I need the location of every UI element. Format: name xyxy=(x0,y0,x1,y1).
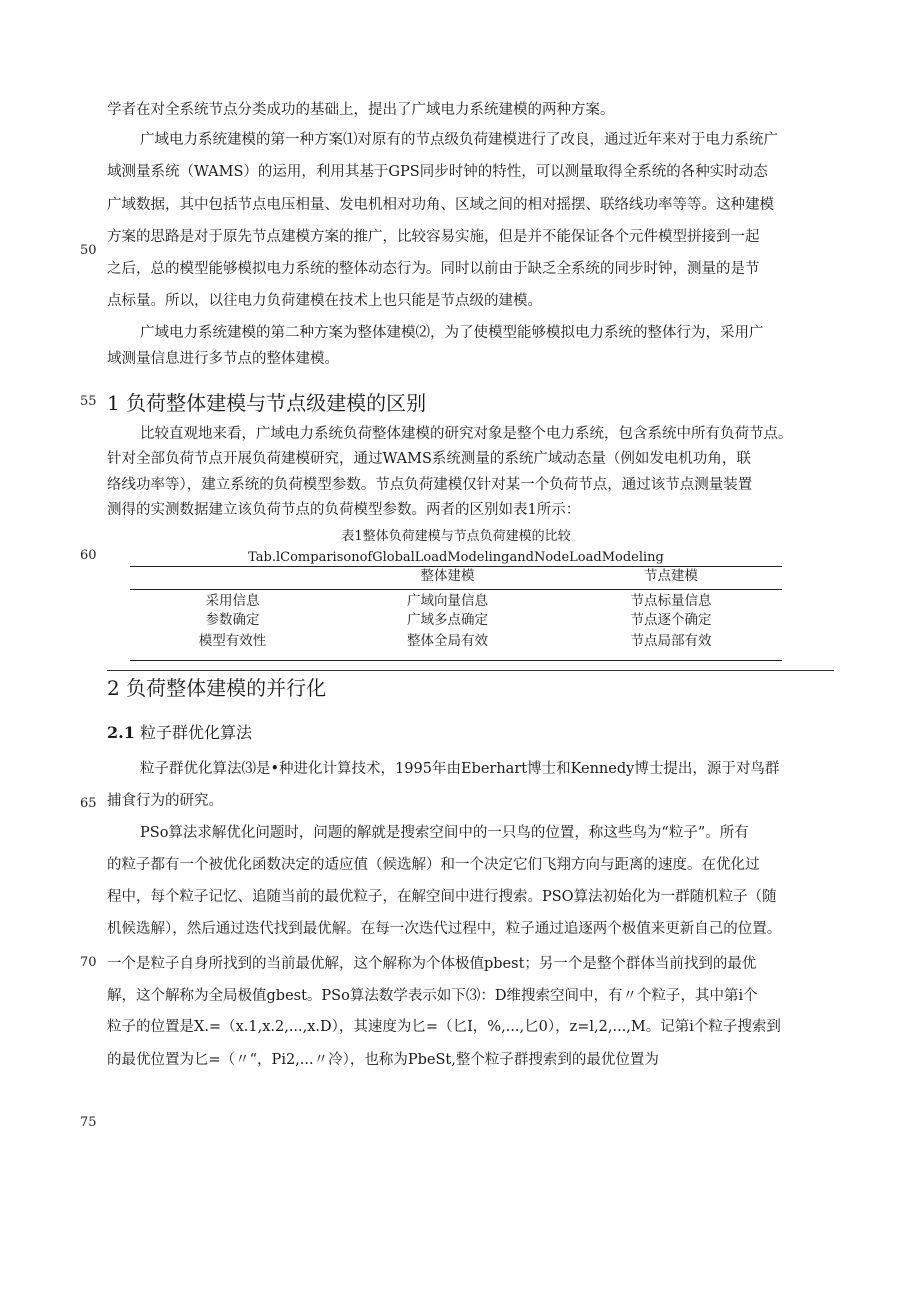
text-line: 学者在对全系统节点分类成功的基础上，提出了广域电力系统建模的两种方案。 xyxy=(107,102,615,118)
text-line: 比较直观地来看，广域电力系统负荷整体建模的研究对象是整个电力系统，包含系统中所有负荷节点。 xyxy=(140,426,793,442)
text-line: PSo算法求解优化问题时，问题的解就是搜索空间中的一只鸟的位置，称这些鸟为“粒子”。所有 xyxy=(140,825,749,841)
table-cell: 参数确定 xyxy=(205,612,260,628)
text-line: 捕食行为的研究。 xyxy=(107,793,223,809)
text-line: 机候选解），然后通过迭代找到最优解。在每一次迭代过程中，粒子通过追逐两个极值来更新自己的位置。 xyxy=(107,921,782,937)
text-line: 点标量。所以，以往电力负荷建模在技术上也只能是节点级的建模。 xyxy=(107,293,542,309)
table-cell: 整体全局有效 xyxy=(407,633,488,649)
text-line: 粒子的位置是X.=（x.1,x.2,...,x.D），其速度为匕=（匕I，%,...,匕0），z=l,2,...,M。记第i个粒子搜索到 xyxy=(107,1019,781,1035)
table-caption-cn: 表1整体负荷建模与节点负荷建模的比较 xyxy=(341,529,571,544)
table-cell: 广域多点确定 xyxy=(407,612,488,628)
section-heading-2: 2 负荷整体建模的并行化 xyxy=(107,676,327,700)
line-number: 75 xyxy=(80,1115,97,1130)
text-line: 的粒子都有一个被优化函数决定的适应值（候选解）和一个决定它们飞翔方向与距离的速度。在优化过 xyxy=(107,857,760,873)
subsection-heading xyxy=(107,722,252,744)
table-header-cell: 整体建模 xyxy=(420,568,475,584)
line-number: 65 xyxy=(80,796,97,811)
text-line: 之后，总的模型能够模拟电力系统的整体动态行为。同时以前由于缺乏全系统的同步时钟，测量的是节 xyxy=(107,261,760,277)
line-number: 55 xyxy=(80,394,97,409)
text-line: 程中，每个粒子记忆、追随当前的最优粒子，在解空间中进行搜索。PSO算法初始化为一群随机粒子（随 xyxy=(107,889,777,905)
table-caption-en: Tab.lComparisonofGlobalLoadModelingandNodeLoadModeling xyxy=(248,550,664,565)
section-divider xyxy=(107,670,834,671)
table-cell: 采用信息 xyxy=(205,593,260,609)
table-header-cell: 节点建模 xyxy=(644,568,698,584)
table-cell: 节点局部有效 xyxy=(630,633,712,649)
subsection-number: 2.1 xyxy=(107,723,135,742)
text-line: 一个是粒子自身所找到的当前最优解，这个解称为个体极值pbest；另一个是整个群体当前找到的最优 xyxy=(107,956,757,972)
text-line: 广域电力系统建模的第一种方案⑴对原有的节点级负荷建模进行了改良，通过近年来对于电力系统广 xyxy=(140,132,778,148)
table-cell: 节点标量信息 xyxy=(630,593,712,609)
text-line: 解，这个解称为全局极值gbest。PSo算法数学表示如下⑶：D维搜索空间中，有〃个粒子，其中第i个 xyxy=(107,988,758,1004)
text-line: 域测量系统（WAMS）的运用，利用其基于GPS同步时钟的特性，可以测量取得全系统的各种实时动态 xyxy=(107,164,768,180)
text-line: 粒子群优化算法⑶是•种进化计算技术，1995年由Eberhart博士和Kennedy博士提出，源于对鸟群 xyxy=(140,761,780,777)
table-bottom-rule xyxy=(130,660,782,661)
text-line: 域测量信息进行多节点的整体建模。 xyxy=(107,351,339,367)
text-line: 方案的思路是对于原先节点建模方案的推广，比较容易实施，但是并不能保证各个元件模型拼接到一起 xyxy=(107,229,760,245)
text-line: 广域电力系统建模的第二种方案为整体建模⑵，为了使模型能够模拟电力系统的整体行为，采用广 xyxy=(140,325,764,341)
table-cell: 广域向量信息 xyxy=(407,593,488,609)
text-line: 针对全部负荷节点开展负荷建模研究，通过WAMS系统测量的系统广域动态量（例如发电机功角，联 xyxy=(107,451,751,467)
text-line: 的最优位置为匕=（〃“，Pi2,...〃冷），也称为PbeSt,整个粒子群搜索到的最优位置为 xyxy=(107,1052,659,1068)
text-line: 测得的实测数据建立该负荷节点的负荷模型参数。两者的区别如表1所示： xyxy=(107,502,581,518)
text-line: 络线功率等），建立系统的负荷模型参数。节点负荷建模仅针对某一个负荷节点，通过该节点测量装置 xyxy=(107,477,753,493)
line-number: 50 xyxy=(80,243,97,258)
table-header-rule xyxy=(130,589,782,590)
line-number: 70 xyxy=(80,955,97,970)
text-line: 广域数据，其中包括节点电压相量、发电机相对功角、区域之间的相对摇摆、联络线功率等等。这种建模 xyxy=(107,197,774,213)
line-number: 60 xyxy=(80,548,97,563)
subsection-title: 粒子群优化算法 xyxy=(139,723,252,742)
table-cell: 节点逐个确定 xyxy=(630,612,712,628)
section-heading-1: 1 负荷整体建模与节点级建模的区别 xyxy=(107,391,427,415)
table-cell: 模型有效性 xyxy=(198,633,267,649)
